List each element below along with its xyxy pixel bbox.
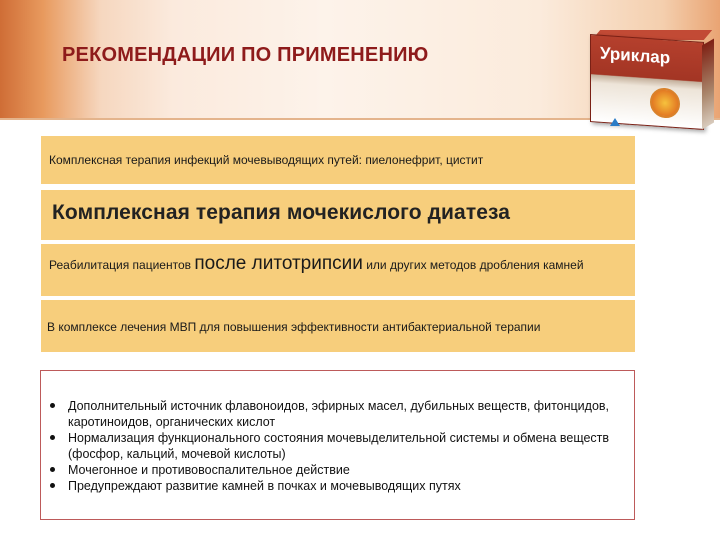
- product-brand: Уриклар: [600, 43, 671, 68]
- list-item: [41, 478, 628, 494]
- list-item: [41, 462, 628, 478]
- benefits-box: [40, 370, 635, 520]
- text-emphasis: после литотрипсии: [194, 253, 363, 274]
- recommendation-row-3: [41, 244, 635, 296]
- recommendation-text-1: Комплексная терапия инфекций мочевыводящих путей: пиелонефрит, цистит: [49, 153, 484, 167]
- bullet-icon: [50, 467, 55, 472]
- recommendation-row-4: [41, 300, 635, 352]
- bullet-icon: [50, 435, 55, 440]
- text-before: Реабилитация пациентов: [49, 258, 195, 272]
- recommendation-text-2: Комплексная терапия мочекислого диатеза: [52, 201, 511, 224]
- product-box-image: [590, 26, 716, 126]
- list-item-text: Мочегонное и противовоспалительное действие: [68, 463, 350, 477]
- list-item-text: Предупреждают развитие камней в почках и мочевыводящих путях: [68, 479, 461, 493]
- recommendation-text-3: [49, 252, 635, 277]
- text-after: или других методов дробления камней: [362, 258, 584, 272]
- list-item-text: Дополнительный источник флавоноидов, эфирных масел, дубильных веществ, фитонцидов, каротиноидов, органических кислот: [68, 399, 610, 429]
- recommendation-row-2: [41, 190, 635, 240]
- benefits-list: [41, 398, 628, 494]
- recommendation-row-1: [41, 136, 635, 184]
- recommendation-text-4: В комплексе лечения МВП для повышения эффективности антибактериальной терапии: [47, 320, 541, 334]
- list-item: [41, 430, 628, 462]
- list-item: [41, 398, 628, 430]
- box-side: [702, 39, 714, 130]
- bullet-icon: [50, 403, 55, 408]
- page-title: РЕКОМЕНДАЦИИ ПО ПРИМЕНЕНИЮ: [62, 44, 429, 66]
- bullet-icon: [50, 483, 55, 488]
- list-item-text: Нормализация функционального состояния мочевыделительной системы и обмена веществ (фосфор, кальций, мочевой кислоты): [68, 431, 610, 461]
